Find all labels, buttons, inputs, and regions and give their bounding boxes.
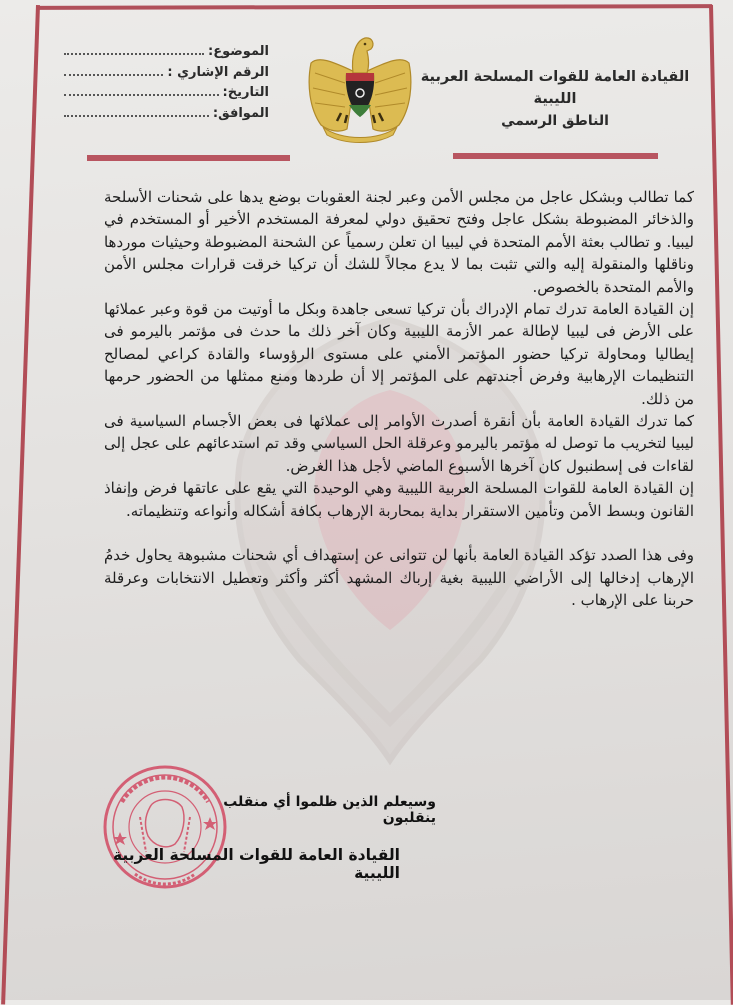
field-reference-value: [64, 73, 163, 76]
field-subject-label: الموضوع:: [208, 44, 269, 59]
org-name: القيادة العامة للقوات المسلحة العربية الليبية: [420, 69, 690, 107]
closing-verse: وسيعلم الذين ظلموا أي منقلب ينقلبون: [223, 794, 436, 826]
border-right: [709, 5, 733, 1005]
paragraph: كما تدرك القيادة العامة بأن أنقرة أصدرت الأوامر إلى عملائها فى بعض الأجسام السياسية فى ليبيا لتخريب ما توصل له مؤتمر باليرمو وعرقلة الحل السياسي وقد تم استدعائهم على عجل إلى لقاءات فى إسطنبول كان آخرها الأسبوع الماضي لأجل هذا الغرض.: [104, 412, 694, 475]
header-divider-left: [87, 155, 290, 161]
paragraph: وفى هذا الصدد تؤكد القيادة العامة بأنها لن تتوانى عن إستهداف أي شحنات مشبوهة يحاول خدمُ الإرهاب إدخالها إلى الأراضي الليبية بغية إرباك المشهد أكثر وأكثر وتعطيل الانتخابات وعرقلة حربنا على الإرهاب .: [104, 546, 694, 609]
field-date-label: التاريخ:: [222, 85, 269, 100]
field-date: [64, 85, 269, 106]
field-subject-value: [64, 52, 204, 55]
paragraph: كما تطالب وبشكل عاجل من مجلس الأمن وعبر لجنة العقوبات بوضع يدها على شحنات الأسلحة والذخائر المضبوطة بشكل عاجل وفتح تحقيق دولي لمعرفة المستخدم الأخير أو المستخدم في ليبيا. و تطالب بعثة الأمم المتحدة في ليبيا ان تعلن رسمياً عن الشحنة المضبوطة وحيثيات موردها وناقلها والمنقولة إليه والتي تثبت بما لا يدع مجالاً للشك أن تركيا خرقت قرارات مجلس الأمن والأمم المتحدة بالخصوص.: [103, 188, 694, 296]
letter-body: [104, 186, 694, 611]
paragraph: إن القيادة العامة للقوات المسلحة العربية الليبية وهي الوحيدة التي يقع على عاتقها فرض وإنفاذ القانون وبسط الأمن وتأمين الاستقرار بداية بمحاربة الإرهاب بكافة أشكاله وأنواعه وتنظيماته.: [104, 479, 694, 520]
department-name: الناطق الرسمي: [501, 113, 609, 129]
signature-org: القيادة العامة للقوات المسلحة العربية الليبية: [113, 846, 400, 882]
paragraph: إن القيادة العامة تدرك تمام الإدراك بأن تركيا تسعى جاهدة وبكل ما أوتيت من قوة وعبر عملائها على الأرض فى ليبيا لإطالة عمر الأزمة الليبية وكان آخر ذلك ما حدث فى مؤتمر باليرمو فى إيطاليا ومحاولة تركيا حضور المؤتمر الأمني على مستوى الرؤوساء والقادة كراعي لمصالح التنظيمات الإرهابية وفرض أجندتهم على المؤتمر إلا أن طردها ومنع ممثلها من الحضور حرمها من ذلك.: [104, 300, 694, 408]
field-date-value: [64, 93, 219, 96]
header-divider-right: [453, 153, 658, 159]
field-reference-number: [64, 65, 269, 86]
field-subject: [64, 44, 269, 65]
border-top: [36, 4, 712, 10]
reference-fields: [64, 44, 269, 126]
field-reference-label: الرقم الإشاري :: [167, 64, 269, 80]
eagle-emblem-icon: [305, 33, 415, 143]
letterhead-org: [420, 66, 690, 132]
border-left: [1, 5, 40, 1005]
field-corresponding-label: الموافق:: [212, 105, 269, 121]
field-corresponding: [64, 106, 269, 127]
field-corresponding-value: [64, 114, 209, 117]
